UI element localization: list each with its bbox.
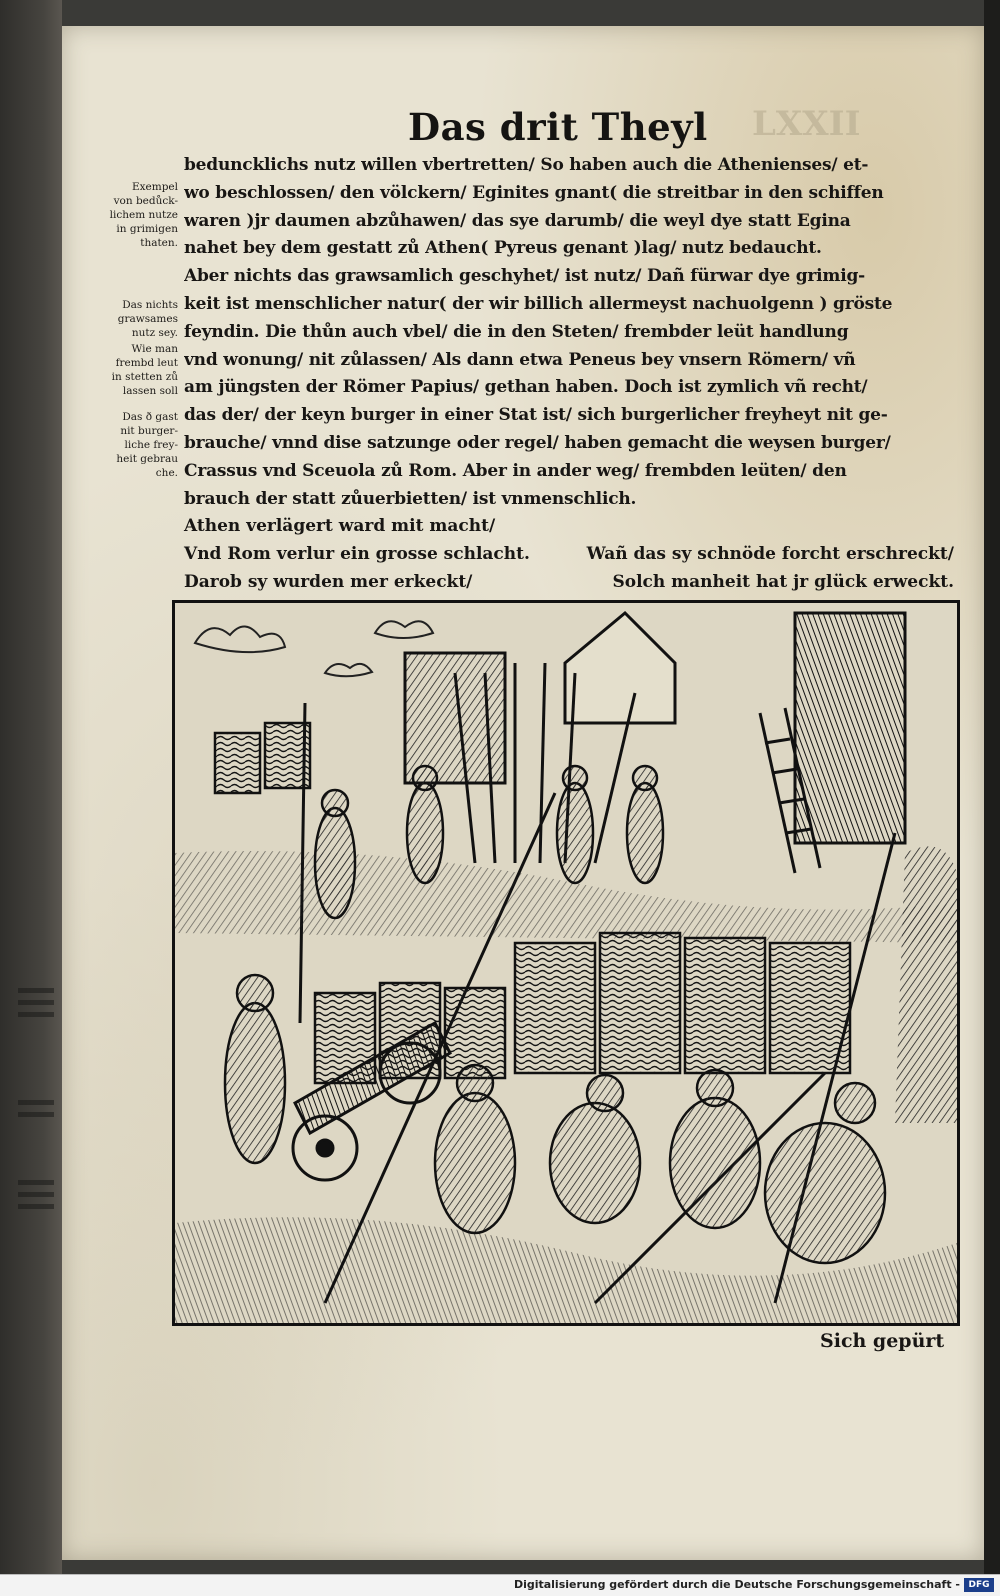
castle-wall xyxy=(795,613,905,843)
bleed-through-folio: LXXII xyxy=(752,104,861,144)
book-gutter xyxy=(984,0,1000,1595)
verse-line xyxy=(184,540,954,568)
digitization-footer xyxy=(0,1574,1000,1596)
bleed-through-mark xyxy=(18,1192,54,1197)
bleed-through-mark xyxy=(18,988,54,993)
verse-block xyxy=(184,512,954,596)
verse-line xyxy=(184,568,954,596)
text-line: vnd wonung/ nit zůlassen/ Als dann etwa Peneus bey vnsern Römern/ vñ xyxy=(184,349,856,370)
bleed-through-mark xyxy=(18,1000,54,1005)
woodcut-illustration xyxy=(172,600,960,1326)
text-line: wo beschlossen/ den völckern/ Eginites gnant( die streitbar in den schiffen xyxy=(184,182,884,203)
catchword: Sich gepürt xyxy=(820,1330,945,1352)
running-head: Das drit Theyl xyxy=(408,105,708,149)
text-line: waren )jr daumen abzůhawen/ das sye darumb/ die weyl dye statt Egina xyxy=(184,210,851,231)
text-line: brauche/ vnnd dise satzunge oder regel/ haben gemacht die weysen burger/ xyxy=(184,432,891,453)
verse-left: Athen verlägert ward mit macht/ xyxy=(184,516,496,536)
text-line: Crassus vnd Sceuola zů Rom. Aber in ander weg/ frembden leüten/ den xyxy=(184,460,847,481)
verse-left: Vnd Rom verlur ein grosse schlacht. xyxy=(184,544,530,564)
verse-line xyxy=(184,512,954,540)
funding-credit: Digitalisierung gefördert durch die Deutsche Forschungsgemeinschaft - xyxy=(513,1578,960,1591)
verse-left: Darob sy wurden mer erkeckt/ xyxy=(184,572,473,592)
marginal-note: Das ð gast nit burger- liche frey- heit gebrau che. xyxy=(116,411,178,479)
body-text xyxy=(184,152,954,513)
verse-right: Solch manheit hat jr glück erweckt. xyxy=(612,572,954,592)
bleed-through-mark xyxy=(18,1204,54,1209)
bushes xyxy=(895,846,957,1123)
marginal-note: Wie man frembd leut in stetten zů lassen soll xyxy=(111,343,178,397)
bleed-through-mark xyxy=(18,1012,54,1017)
bleed-through-mark xyxy=(18,1180,54,1185)
text-line: am jüngsten der Römer Papius/ gethan haben. Doch ist zymlich vñ recht/ xyxy=(184,377,868,398)
bleed-through-mark xyxy=(18,1100,54,1105)
text-line: das der/ der keyn burger in einer Stat ist/ sich burgerlicher freyheyt nit ge- xyxy=(184,405,888,426)
dfg-logo: DFG xyxy=(964,1578,994,1592)
bleed-through-mark xyxy=(18,1112,54,1117)
text-line: beduncklichs nutz willen vbertretten/ So haben auch die Athenienses/ et- xyxy=(184,155,869,175)
text-line: feyndin. Die thůn auch vbel/ die in den Steten/ frembder leüt handlung xyxy=(184,321,849,342)
text-line: brauch der statt zůuerbietten/ ist vnmenschlich. xyxy=(184,488,637,509)
text-line: keit ist menschlicher natur( der wir billich allermeyst nachuolgenn ) gröste xyxy=(184,293,893,314)
marginal-note: Das nichts grawsames nutz sey. xyxy=(117,299,178,339)
text-line: Aber nichts das grawsamlich geschyhet/ ist nutz/ Dañ fürwar dye grimig- xyxy=(184,266,865,287)
siege-scene-woodcut xyxy=(175,603,957,1323)
marginal-notes xyxy=(86,180,180,490)
marginal-note: Exempel von bedůck- lichem nutze in grimigen thaten. xyxy=(109,181,178,249)
verse-right: Wañ das sy schnöde forcht erschreckt/ xyxy=(586,544,954,564)
facing-page-edge xyxy=(0,0,62,1595)
text-line: nahet bey dem gestatt zů Athen( Pyreus genant )lag/ nutz bedaucht. xyxy=(184,238,822,259)
